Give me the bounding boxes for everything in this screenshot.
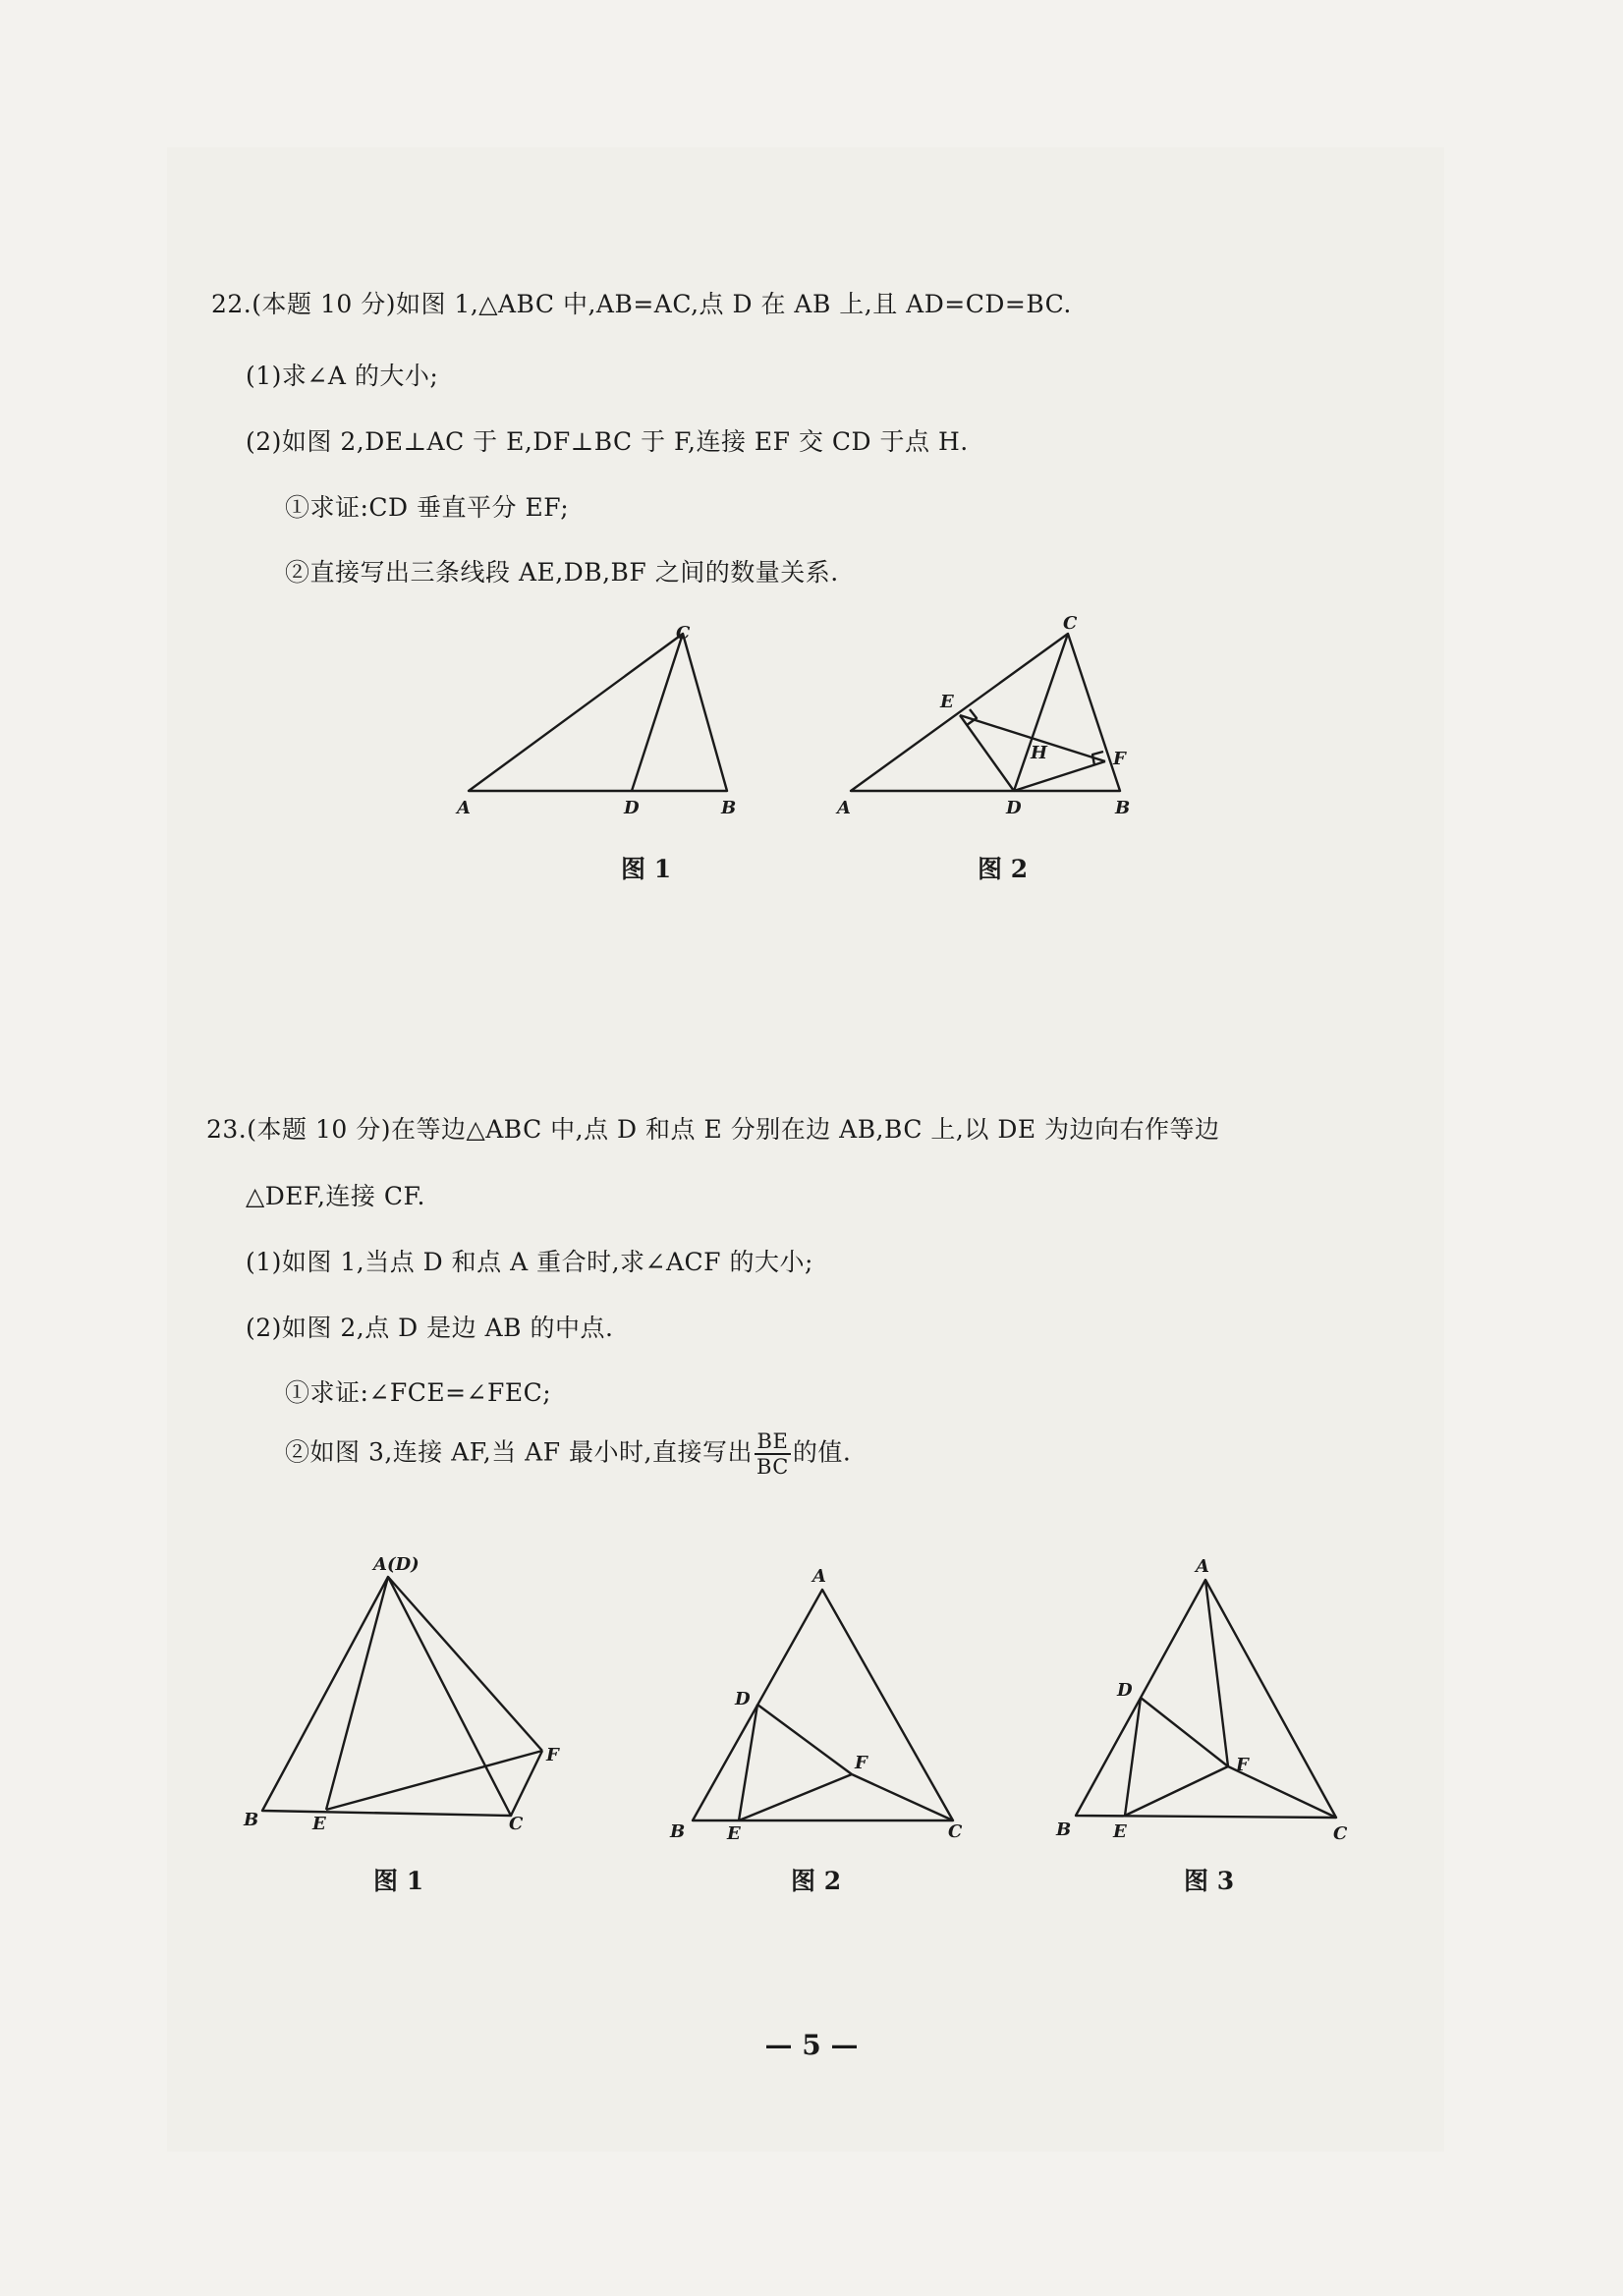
q23-fig3-triangle-abc <box>1076 1580 1336 1818</box>
q23-stem-line1: 23.(本题 10 分)在等边△ABC 中,点 D 和点 E 分别在边 AB,BC 上,以 DE 为边向右作等边 <box>206 1115 1220 1144</box>
q22-stem: 22.(本题 10 分)如图 1,△ABC 中,AB=AC,点 D 在 AB 上,且 AD=CD=BC. <box>211 290 1072 318</box>
q23-fig1-label-a: A(D) <box>373 1554 420 1575</box>
q23-fig3-segment-ef <box>1125 1766 1228 1816</box>
q23-fig3-segment-af <box>1205 1580 1228 1766</box>
q23-fraction-numerator: BE <box>755 1429 791 1455</box>
q23-fig2-label-f: F <box>855 1753 867 1773</box>
q23-fig3-label-a: A <box>1196 1556 1209 1577</box>
q23-fig1-label-b: B <box>244 1810 259 1830</box>
q22-fig1-label-b: B <box>721 798 737 818</box>
q23-part2b-suffix: 的值. <box>792 1437 852 1467</box>
q23-fig3-label-d: D <box>1117 1680 1133 1701</box>
q23-fig3-segment-de <box>1125 1698 1141 1816</box>
q22-fig2-label-h: H <box>1031 743 1048 763</box>
q23-fig3-label-e: E <box>1113 1821 1127 1842</box>
q22-fig1-label-c: C <box>676 623 691 644</box>
q23-fig2-label-e: E <box>727 1823 741 1844</box>
q22-part2a: ①求证:CD 垂直平分 EF; <box>285 493 570 522</box>
q23-part1: (1)如图 1,当点 D 和点 A 重合时,求∠ACF 的大小; <box>246 1248 813 1276</box>
q22-fig2-label-d: D <box>1006 798 1022 818</box>
q23-fig3-label-b: B <box>1056 1820 1072 1840</box>
q22-fig2-caption: 图 2 <box>978 855 1029 883</box>
q23-part2a: ①求证:∠FCE=∠FEC; <box>285 1378 552 1407</box>
q23-fig2-label-b: B <box>670 1821 686 1842</box>
q22-fig2-label-e: E <box>940 692 954 712</box>
q23-fig1-caption: 图 1 <box>373 1867 424 1895</box>
q23-fig1-label-c: C <box>509 1814 524 1834</box>
q23-fig1-label-e: E <box>312 1814 326 1834</box>
q22-fig2-label-f: F <box>1113 749 1126 769</box>
q22-part2: (2)如图 2,DE⊥AC 于 E,DF⊥BC 于 F,连接 EF 交 CD 于点 H. <box>246 427 969 456</box>
q23-fig3-segment-df <box>1141 1698 1228 1766</box>
q23-fig3-caption: 图 3 <box>1184 1867 1235 1895</box>
page-number: — 5 — <box>764 2029 859 2061</box>
q23-stem-line2: △DEF,连接 CF. <box>246 1182 425 1210</box>
q23-fig2-label-d: D <box>735 1689 751 1709</box>
q22-part1: (1)求∠A 的大小; <box>246 362 439 390</box>
q22-fig1-label-d: D <box>624 798 640 818</box>
q22-part2b: ②直接写出三条线段 AE,DB,BF 之间的数量关系. <box>285 558 839 587</box>
q22-fig1-label-a: A <box>457 798 471 818</box>
q22-fig2-label-a: A <box>837 798 851 818</box>
q22-fig2-label-c: C <box>1063 613 1078 634</box>
q23-fraction-denominator: BC <box>756 1455 789 1479</box>
q23-part2b-prefix: ②如图 3,连接 AF,当 AF 最小时,直接写出 <box>285 1437 753 1467</box>
q22-fig2-label-b: B <box>1115 798 1131 818</box>
q23-fig2-label-a: A <box>812 1566 826 1587</box>
q23-part2: (2)如图 2,点 D 是边 AB 的中点. <box>246 1314 614 1342</box>
q22-fig1-caption: 图 1 <box>621 855 672 883</box>
q23-fig2-caption: 图 2 <box>791 1867 842 1895</box>
q23-fig1-label-f: F <box>546 1745 559 1765</box>
q23-fig3-label-f: F <box>1236 1755 1249 1775</box>
q23-fig3-label-c: C <box>1333 1823 1348 1844</box>
q23-fig2-label-c: C <box>948 1821 963 1842</box>
